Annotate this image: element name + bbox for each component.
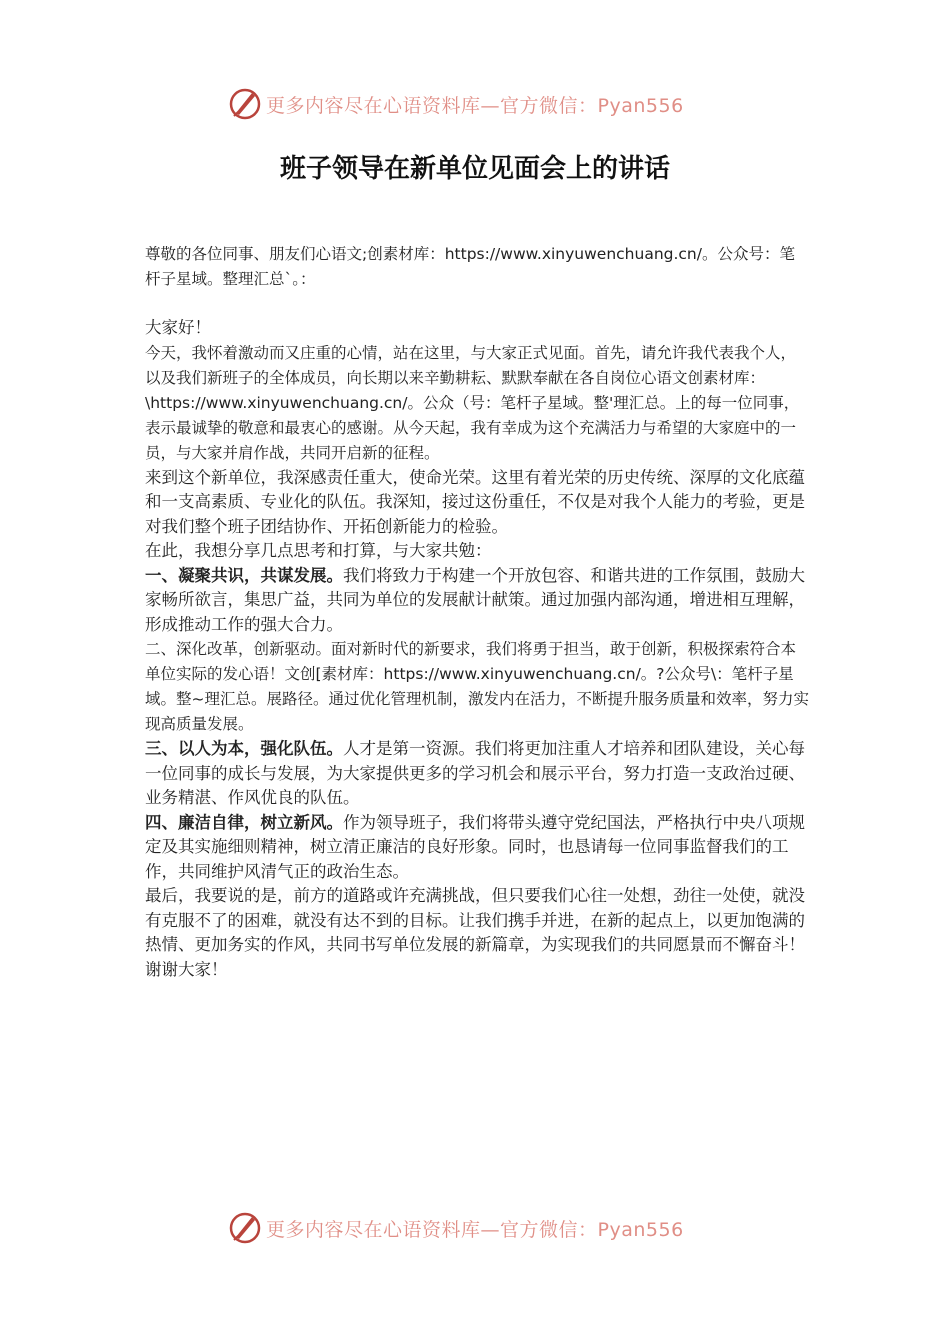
paragraph-intro-points: 在此，我想分享几点思考和打算，与大家共勉： [145, 541, 492, 560]
point-three-body: 人才是第一资源。我们将更加注重人才培养和团队建设，关心每一位同事的成长与发展，为大家提供更多的学习机会和展示平台，努力打造一支政治过硬、业务精湛、作风优良的队伍。 [145, 739, 805, 807]
header-banner [0, 84, 950, 124]
paragraph-point-one [145, 564, 810, 638]
point-three-heading: 三、以人为本，强化队伍。 [145, 739, 343, 758]
paragraph-thanks: 谢谢大家！ [145, 959, 228, 979]
quill-logo-icon [228, 87, 262, 121]
paragraph-closing: 最后，我要说的是，前方的道路或许充满挑战，但只要我们心往一处想，劲往一处使，就没有克服不了的困难，就没有达不到的目标。让我们携手并进，在新的起点上，以更加饱满的热情、更加务实的作风，共同书写单位发展的新篇章，为实现我们的共同愿景而不懈奋斗！ [145, 886, 805, 954]
paragraph-point-two: 二、深化改革，创新驱动。面对新时代的新要求，我们将勇于担当，敢于创新，积极探索符合本单位实际的发心语！文创[素材库：https://www.xinyuwenchuang.cn/。?公众号\：笔杆子星域。整~理汇总。展路径。通过优化管理机制，激发内在活力，不断提升服务质量和效率，努力实现高质量发展。 [145, 640, 809, 733]
paragraph-opening: 今天，我怀着激动而又庄重的心情，站在这里，与大家正式见面。首先，请允许我代表我个人，以及我们新班子的全体成员，向长期以来辛勤耕耘、默默奉献在各自岗位心语文创素材库：\https://www.xinyuwenchuang.cn/。公众（号：笔杆子星域。整'理汇总。上的每一位同事，表示最诚挚的敬意和最衷心的感谢。从今天起，我有幸成为这个充满活力与希望的大家庭中的一员，与大家并肩作战，共同开启新的征程。 [145, 343, 800, 462]
document-body [145, 242, 810, 982]
point-one-heading: 一、凝聚共识，共谋发展。 [145, 565, 343, 585]
paragraph-responsibility: 来到这个新单位，我深感责任重大，使命光荣。这里有着光荣的历史传统、深厚的文化底蕴和一支高素质、专业化的队伍。我深知，接过这份重任，不仅是对我个人能力的考验，更是对我们整个班子团结协作、开拓创新能力的检验。 [145, 467, 805, 536]
point-four-heading: 四、廉洁自律，树立新风。 [145, 812, 343, 832]
paragraph-point-three [145, 737, 810, 811]
footer-banner [0, 1208, 950, 1248]
header-wechat-id: Pyan556 [597, 94, 684, 117]
footer-wechat-id: Pyan556 [597, 1218, 684, 1241]
paragraph-point-four [145, 811, 810, 885]
paragraph-salutation-note: 尊敬的各位同事、朋友们心语文;创素材库：https://www.xinyuwenchuang.cn/。公众号：笔杆子星域。整理汇总`。： [145, 245, 795, 288]
footer-banner-text: 更多内容尽在心语资料库—官方微信：Pyan556 [266, 1218, 684, 1241]
paragraph-greeting: 大家好！ [145, 318, 211, 337]
quill-logo-icon [228, 1211, 262, 1245]
point-four-body: 作为领导班子，我们将带头遵守党纪国法，严格执行中央八项规定及其实施细则精神，树立清正廉洁的良好形象。同时，也恳请每一位同事监督我们的工作，共同维护风清气正的政治生态。 [145, 812, 805, 881]
document-title: 班子领导在新单位见面会上的讲话 [279, 154, 670, 184]
header-banner-text: 更多内容尽在心语资料库—官方微信：Pyan556 [266, 94, 684, 117]
point-one-body: 我们将致力于构建一个开放包容、和谐共进的工作氛围，鼓励大家畅所欲言，集思广益，共同为单位的发展献计献策。通过加强内部沟通，增进相互理解，形成推动工作的强大合力。 [145, 565, 805, 634]
